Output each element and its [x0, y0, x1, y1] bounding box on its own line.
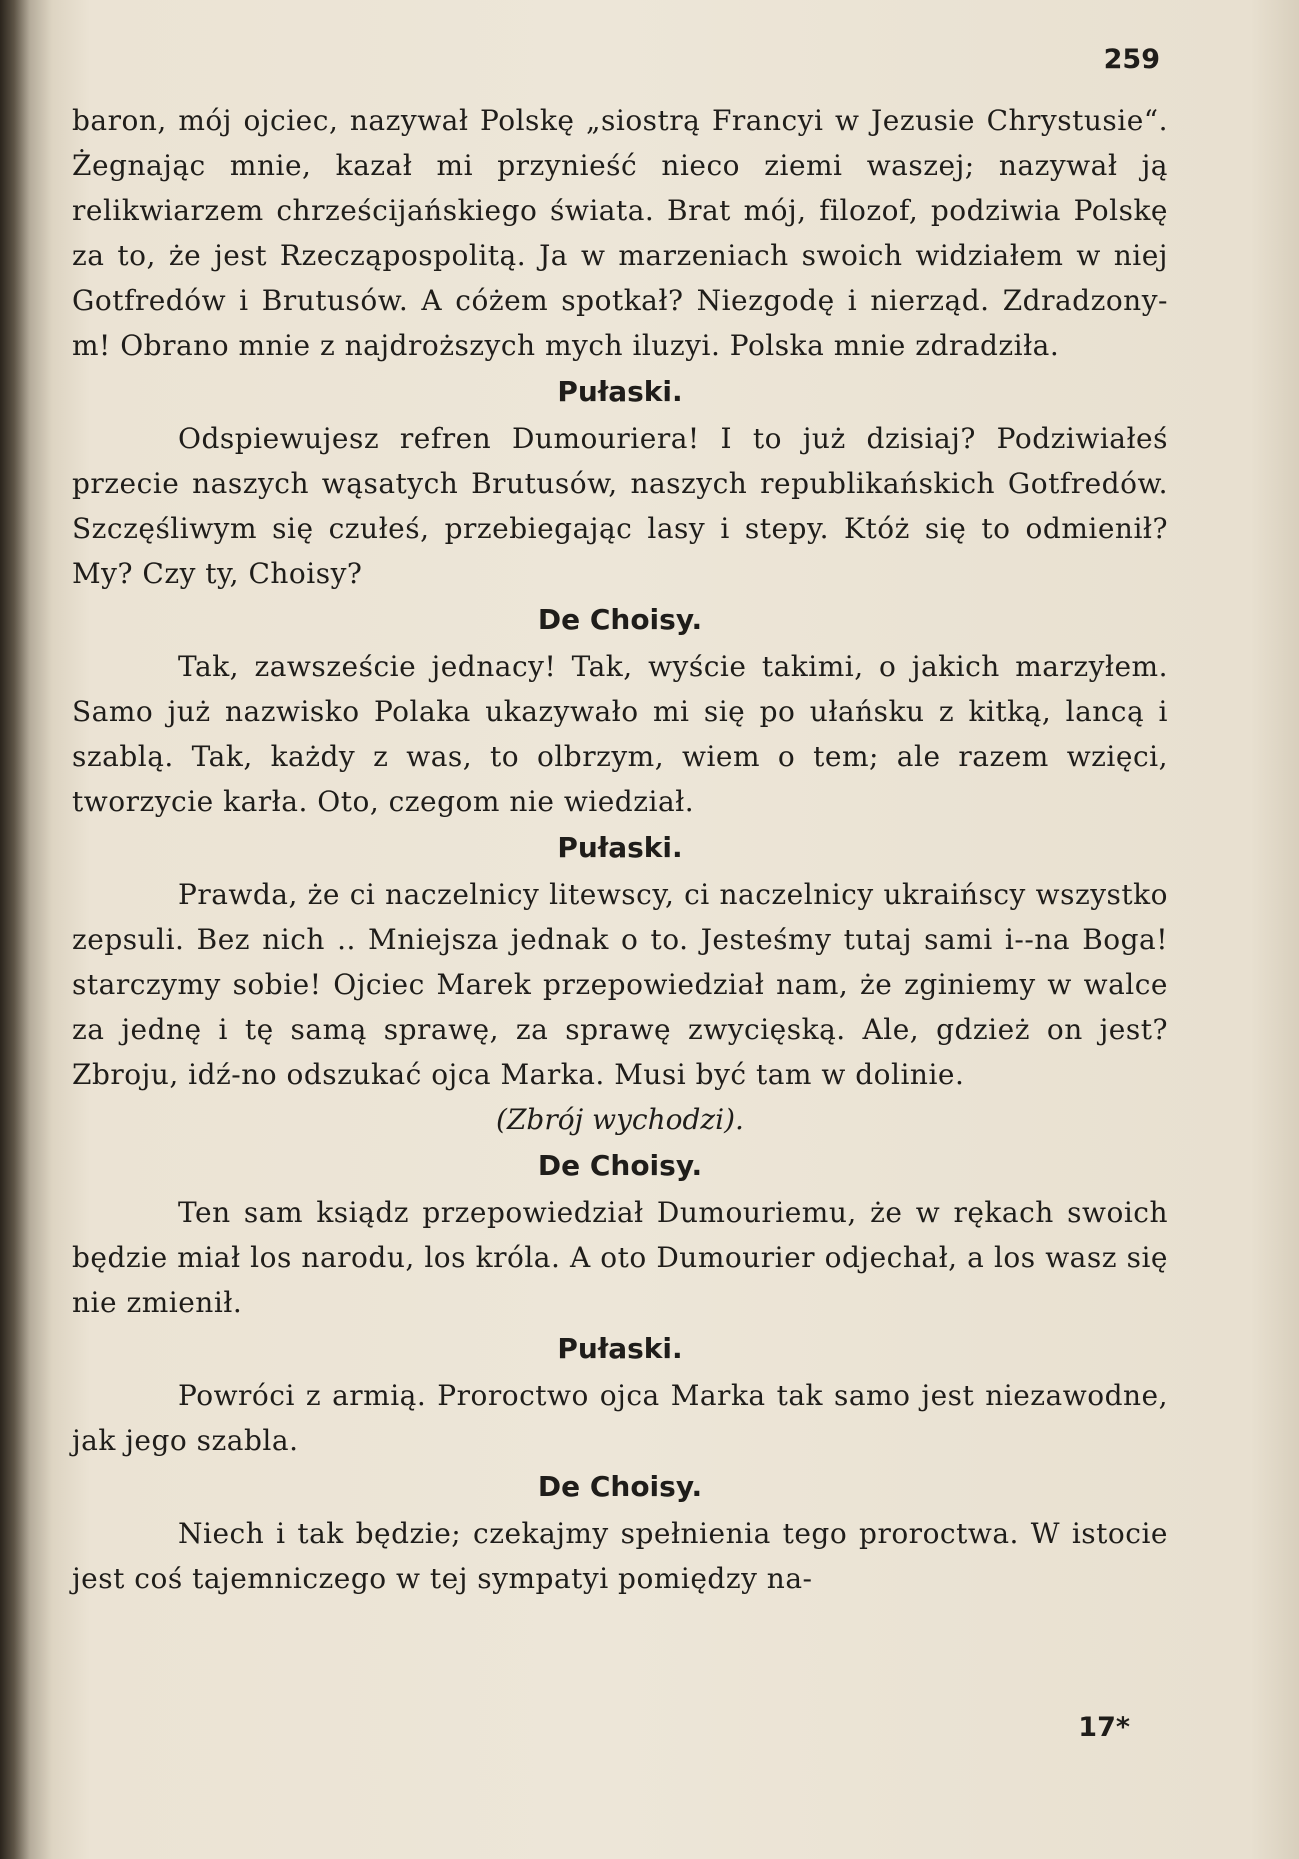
paragraph: Niech i tak będzie; czekajmy spełnienia tego proroctwa. W istocie jest coś tajemniczego w tej sympatyi pomiędzy na-	[72, 1517, 1168, 1595]
speaker-name: Pułaski.	[557, 831, 683, 864]
paragraph: baron, mój ojciec, nazywał Polskę „siostrą Francyi w Jezusie Chrystusie“. Żegnając mnie, kazał mi przynieść nieco ziemi waszej; nazywał ją relikwiarzem chrześcijańskiego świata. Brat mój, filozof, podziwia Polskę za to, że jest Rzecząpospolitą. Ja w marzeniach swoich widziałem w niej Gotfredów i Brutusów. A cóżem spotkał? Niezgodę i nierząd. Zdradzony-m! Obrano mnie z najdroższych mych iluzyi. Polska mnie zdradziła.	[72, 104, 1168, 362]
paragraph: Powróci z armią. Proroctwo ojca Marka tak samo jest niezawodne, jak jego szabla.	[72, 1379, 1168, 1457]
page-number: 259	[1103, 44, 1160, 75]
paragraph: Prawda, że ci naczelnicy litewscy, ci naczelnicy ukraińscy wszystko zepsuli. Bez nich .. Mniejsza jednak o to. Jesteśmy tutaj sami i--na Boga! starczymy sobie! Ojciec Marek przepowiedział nam, że zginiemy w walce za jednę i tę samą sprawę, za sprawę zwycięską. Ale, gdzież on jest? Zbroju, idź-no odszukać ojca Marka. Musi być tam w dolinie.	[72, 878, 1168, 1091]
stage-direction: (Zbrój wychodzi).	[496, 1103, 744, 1136]
text-block	[72, 98, 1168, 1601]
paragraph: Odspiewujesz refren Dumouriera! I to już dzisiaj? Podziwiałeś przecie naszych wąsatych Brutusów, naszych republikańskich Gotfredów. Szczęśliwym się czułeś, przebiegając lasy i stepy. Któż się to odmienił? My? Czy ty, Choisy?	[72, 422, 1168, 590]
speaker-name: De Choisy.	[537, 1149, 703, 1182]
speaker-name: Pułaski.	[557, 1332, 683, 1365]
paragraph: Tak, zawszeście jednacy! Tak, wyście takimi, o jakich marzyłem. Samo już nazwisko Polaka ukazywało mi się po ułańsku z kitką, lancą i szablą. Tak, każdy z was, to olbrzym, wiem o tem; ale razem wzięci, tworzycie karła. Oto, czegom nie wiedział.	[72, 650, 1168, 818]
printer-signature: 17*	[1078, 1712, 1130, 1743]
speaker-name: De Choisy.	[537, 603, 703, 636]
speaker-name: De Choisy.	[537, 1470, 703, 1503]
paragraph: Ten sam ksiądz przepowiedział Dumouriemu, że w rękach swoich będzie miał los narodu, los króla. A oto Dumourier odjechał, a los wasz się nie zmienił.	[72, 1196, 1168, 1319]
speaker-name: Pułaski.	[557, 375, 683, 408]
